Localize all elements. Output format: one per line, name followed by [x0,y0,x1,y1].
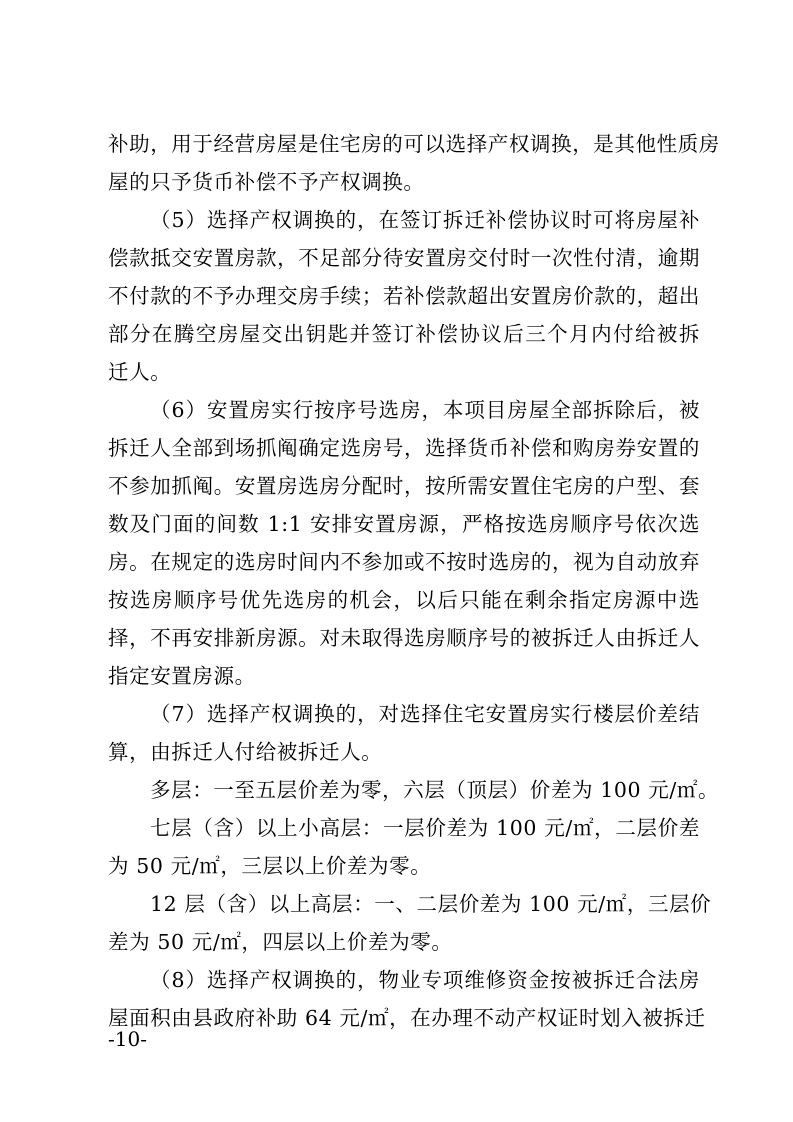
text-line: 屋的只予货币补偿不予产权调换。 [108,170,425,194]
text-line: 拆迁人全部到场抓阄确定选房号，选择货币补偿和购房券安置的 [108,436,700,460]
text-line: 偿款抵交安置房款，不足部分待安置房交付时一次性付清，逾期 [108,246,700,270]
text-line: （5）选择产权调换的，在签订拆迁补偿协议时可将房屋补 [150,208,700,232]
text-line: 不付款的不予办理交房手续；若补偿款超出安置房价款的，超出 [108,284,700,308]
text-line: 屋面积由县政府补助 64 元/㎡，在办理不动产权证时划入被拆迁 [108,1006,706,1030]
text-line: 择，不再安排新房源。对未取得选房顺序号的被拆迁人由拆迁人 [108,626,700,650]
text-line: 指定安置房源。 [108,664,256,688]
text-line: （7）选择产权调换的，对选择住宅安置房实行楼层价差结 [150,702,700,726]
text-line: 不参加抓阄。安置房选房分配时，按所需安置住宅房的户型、套 [108,474,700,498]
text-line: 数及门面的间数 1:1 安排安置房源，严格按选房顺序号依次选 [108,512,700,536]
text-line: 差为 50 元/㎡，四层以上价差为零。 [108,930,453,954]
text-line: 按选房顺序号优先选房的机会，以后只能在剩余指定房源中选 [108,588,700,612]
page-number: -10- [108,1027,147,1051]
text-line: 迁人。 [108,360,172,384]
text-line: 补助，用于经营房屋是住宅房的可以选择产权调换，是其他性质房 [108,132,720,156]
text-line: 多层：一至五层价差为零，六层（顶层）价差为 100 元/㎡。 [150,778,720,802]
text-line: （8）选择产权调换的，物业专项维修资金按被拆迁合法房 [150,968,700,992]
text-line: 七层（含）以上小高层：一层价差为 100 元/㎡，二层价差 [150,816,700,840]
text-line: 房。在规定的选房时间内不参加或不按时选房的，视为自动放弃 [108,550,700,574]
text-line: 12 层（含）以上高层：一、二层价差为 100 元/㎡，三层价 [150,892,712,916]
text-line: 算，由拆迁人付给被拆迁人。 [108,740,383,764]
text-line: （6）安置房实行按序号选房，本项目房屋全部拆除后，被 [150,398,700,422]
text-line: 部分在腾空房屋交出钥匙并签订补偿协议后三个月内付给被拆 [108,322,700,346]
text-line: 为 50 元/㎡，三层以上价差为零。 [108,854,432,878]
